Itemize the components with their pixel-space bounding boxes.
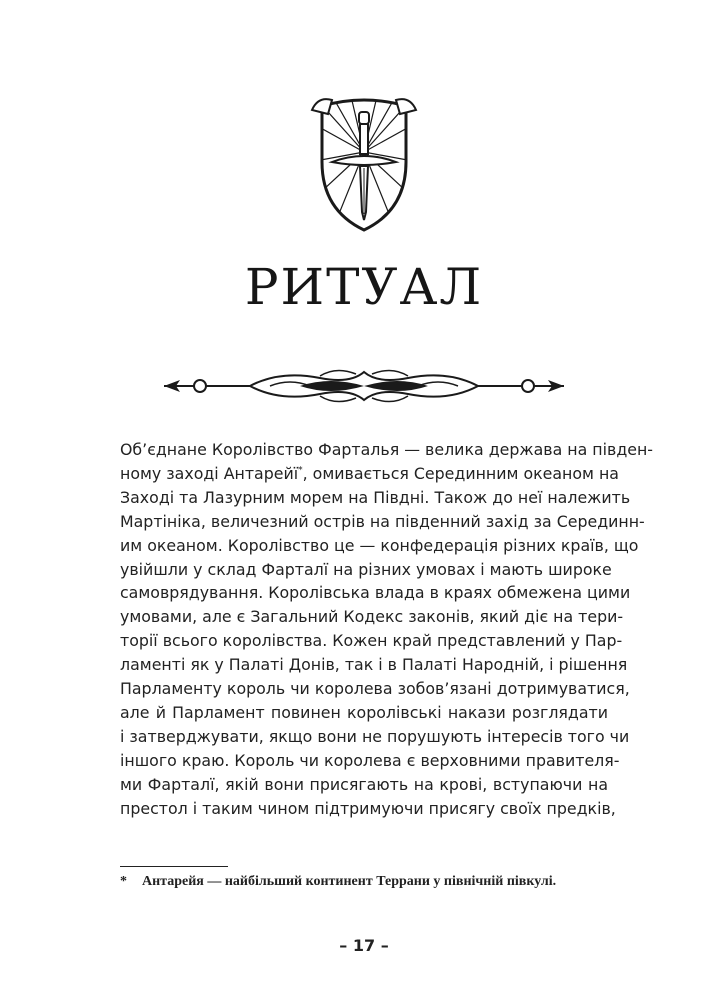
body-line: им океаном. Королівство це — конфедерація різних країв, що xyxy=(120,535,639,555)
body-line: увійшли у склад Фарталї на різних умовах і мають широке xyxy=(120,559,612,579)
body-line: самоврядування. Королівська влада в краях обмежена цими xyxy=(120,583,631,603)
body-line: Об’єднане Королівство Фарталья — велика держава на півден- xyxy=(120,440,654,459)
footnote xyxy=(120,874,608,890)
body-line: ному заході Антарейї*, омивається Серединним океаном на xyxy=(120,463,619,483)
body-line: умовами, але є Загальний Кодекс законів, який діє на тери- xyxy=(120,607,624,627)
footnote-marker: * xyxy=(120,874,127,889)
body-line: Заході та Лазурним морем на Півдні. Також до неї належить xyxy=(120,487,631,507)
ornamental-divider-icon xyxy=(160,364,568,408)
body-line: ми Фарталї, якій вони присягають на крові, вступаючи на xyxy=(120,774,608,794)
footnote-text: Антарейя — найбільший континент Террани у північній півкулі. xyxy=(142,874,557,889)
body-line: ламенті як у Палаті Донів, так і в Палаті Народній, і рішення xyxy=(120,655,628,675)
body-line: і затверджувати, якщо вони не порушують інтересів того чи xyxy=(120,726,630,746)
body-line: Парламенту король чи королева зобов’язані дотримуватися, xyxy=(120,679,630,699)
chapter-title: РИТУАЛ xyxy=(244,258,484,316)
footnote-divider xyxy=(120,866,228,867)
body-line: іншого краю. Король чи королева є верховними правителя- xyxy=(120,750,620,770)
body-line: але й Парламент повинен королівські накази розглядати xyxy=(120,702,608,722)
shield-sword-emblem-icon xyxy=(310,92,418,236)
body-line: Мартініка, величезний острів на південний захід за Серединн- xyxy=(120,511,645,531)
chapter-body-text xyxy=(120,438,654,821)
body-line: торії всього королівства. Кожен край представлений у Пар- xyxy=(120,631,623,651)
body-line: престол і таким чином підтримуючи присягу своїх предків, xyxy=(120,798,616,818)
page-number: – 17 – xyxy=(339,936,389,955)
footnote-reference: * xyxy=(298,465,303,476)
